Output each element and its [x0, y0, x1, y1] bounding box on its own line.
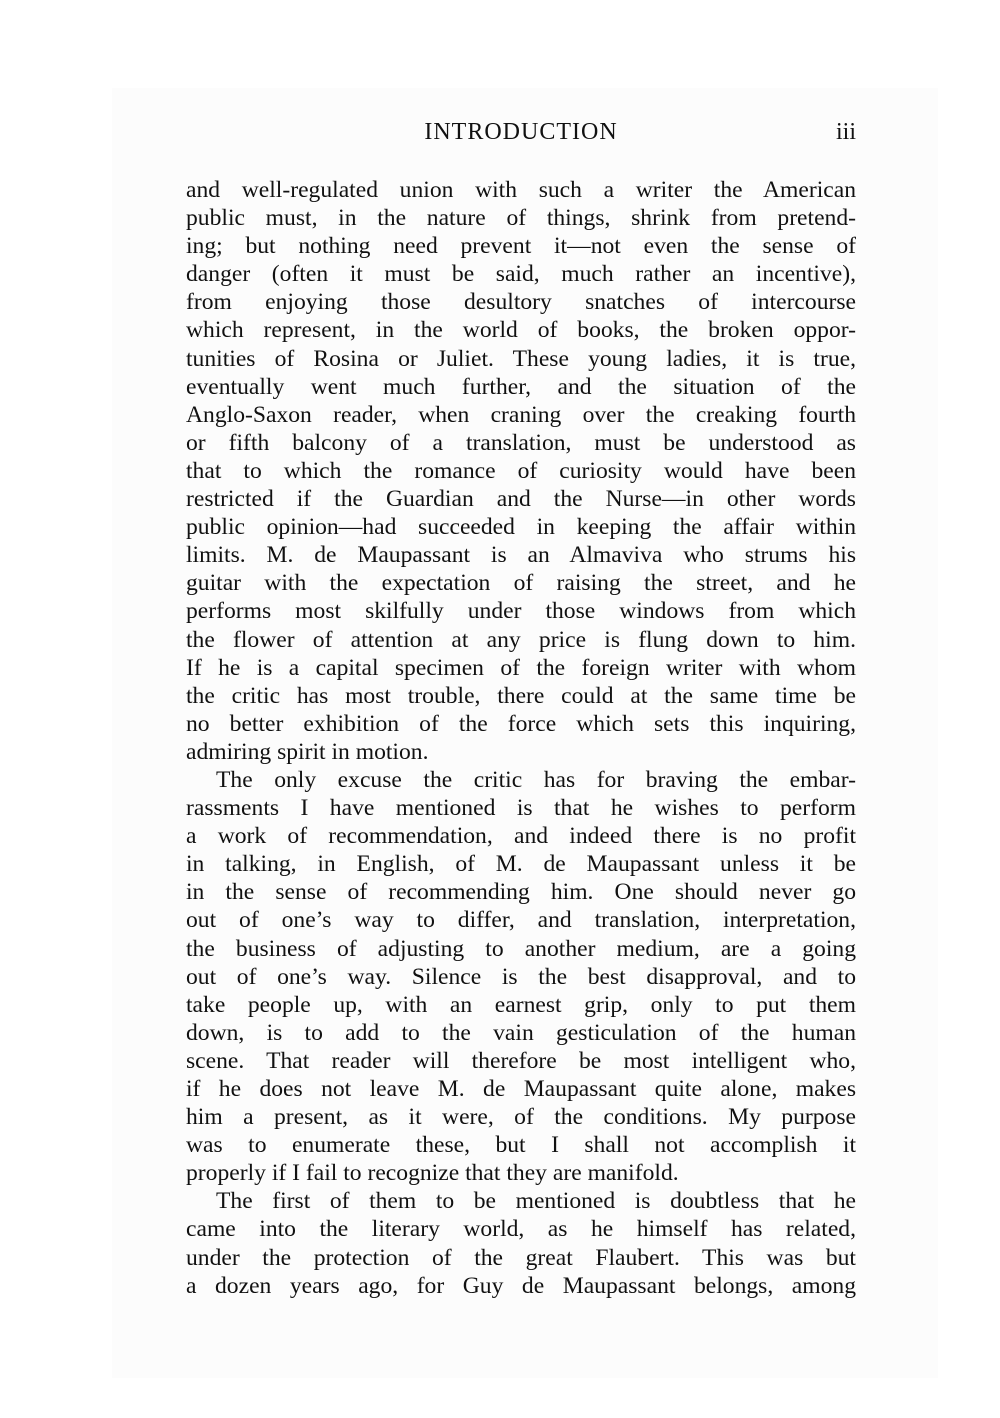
- text-line: If he is a capital specimen of the foreign writer with whom: [186, 654, 856, 681]
- text-line: that to which the romance of curiosity would have been: [186, 457, 856, 484]
- text-line: was to enumerate these, but I shall not accomplish it: [186, 1132, 856, 1159]
- text-line: a dozen years ago, for Guy de Maupassant belongs, among: [186, 1272, 856, 1299]
- text-line: and well-regulated union with such a writer the American: [186, 177, 856, 203]
- text-line: if he does not leave M. de Maupassant quite alone, makes: [186, 1076, 856, 1102]
- text-line: eventually went much further, and the situation of the: [186, 373, 856, 400]
- text-line: The only excuse the critic has for braving the embar-: [216, 766, 856, 793]
- text-line: danger (often it must be said, much rather an incentive),: [186, 261, 856, 288]
- page-header: [186, 115, 856, 155]
- text-line: take people up, with an earnest grip, only to put them: [186, 991, 856, 1018]
- text-line: no better exhibition of the force which sets this inquiring,: [186, 710, 856, 737]
- text-line: The first of them to be mentioned is doubtless that he: [216, 1188, 856, 1215]
- text-line: in talking, in English, of M. de Maupassant unless it be: [186, 851, 856, 878]
- text-line: the critic has most trouble, there could at the same time be: [186, 682, 856, 709]
- text-line: public must, in the nature of things, shrink from pretend-: [186, 205, 856, 232]
- text-line: the business of adjusting to another medium, are a going: [186, 935, 856, 962]
- body-text: [186, 176, 856, 1300]
- text-line: from enjoying those desultory snatches of intercourse: [186, 289, 856, 316]
- text-line: admiring spirit in motion.: [186, 738, 429, 765]
- text-line: out of one’s way to differ, and translation, interpretation,: [186, 907, 856, 934]
- text-line: scene. That reader will therefore be most intelligent who,: [186, 1047, 856, 1074]
- text-line: performs most skilfully under those windows from which: [186, 598, 856, 625]
- paragraph: [186, 176, 856, 766]
- running-title: INTRODUCTION: [424, 119, 618, 145]
- text-line: ing; but nothing need prevent it—not even the sense of: [186, 233, 856, 260]
- text-line: tunities of Rosina or Juliet. These young ladies, it is true,: [186, 345, 856, 372]
- text-line: a work of recommendation, and indeed there is no profit: [186, 823, 856, 850]
- text-line: rassments I have mentioned is that he wishes to perform: [186, 795, 856, 822]
- text-line: limits. M. de Maupassant is an Almaviva who strums his: [186, 542, 856, 569]
- text-line: properly if I fail to recognize that they are manifold.: [186, 1160, 679, 1187]
- text-line: under the protection of the great Flaubert. This was but: [186, 1244, 856, 1271]
- text-line: guitar with the expectation of raising the street, and he: [186, 570, 856, 597]
- text-line: him a present, as it were, of the conditions. My purpose: [186, 1104, 856, 1131]
- paragraph: [186, 766, 856, 1187]
- paragraph: [186, 1187, 856, 1299]
- text-line: came into the literary world, as he himself has related,: [186, 1216, 856, 1243]
- text-line: public opinion—had succeeded in keeping the affair within: [186, 514, 856, 541]
- text-line: which represent, in the world of books, the broken oppor-: [186, 317, 856, 344]
- text-line: out of one’s way. Silence is the best disapproval, and to: [186, 963, 856, 990]
- page-number: iii: [835, 119, 856, 145]
- text-line: the flower of attention at any price is flung down to him.: [186, 626, 856, 653]
- text-line: or fifth balcony of a translation, must be understood as: [186, 429, 856, 456]
- text-line: Anglo-Saxon reader, when craning over the creaking fourth: [186, 401, 856, 428]
- text-line: restricted if the Guardian and the Nurse—in other words: [186, 486, 856, 513]
- text-line: down, is to add to the vain gesticulation of the human: [186, 1019, 856, 1046]
- text-line: in the sense of recommending him. One should never go: [186, 879, 856, 906]
